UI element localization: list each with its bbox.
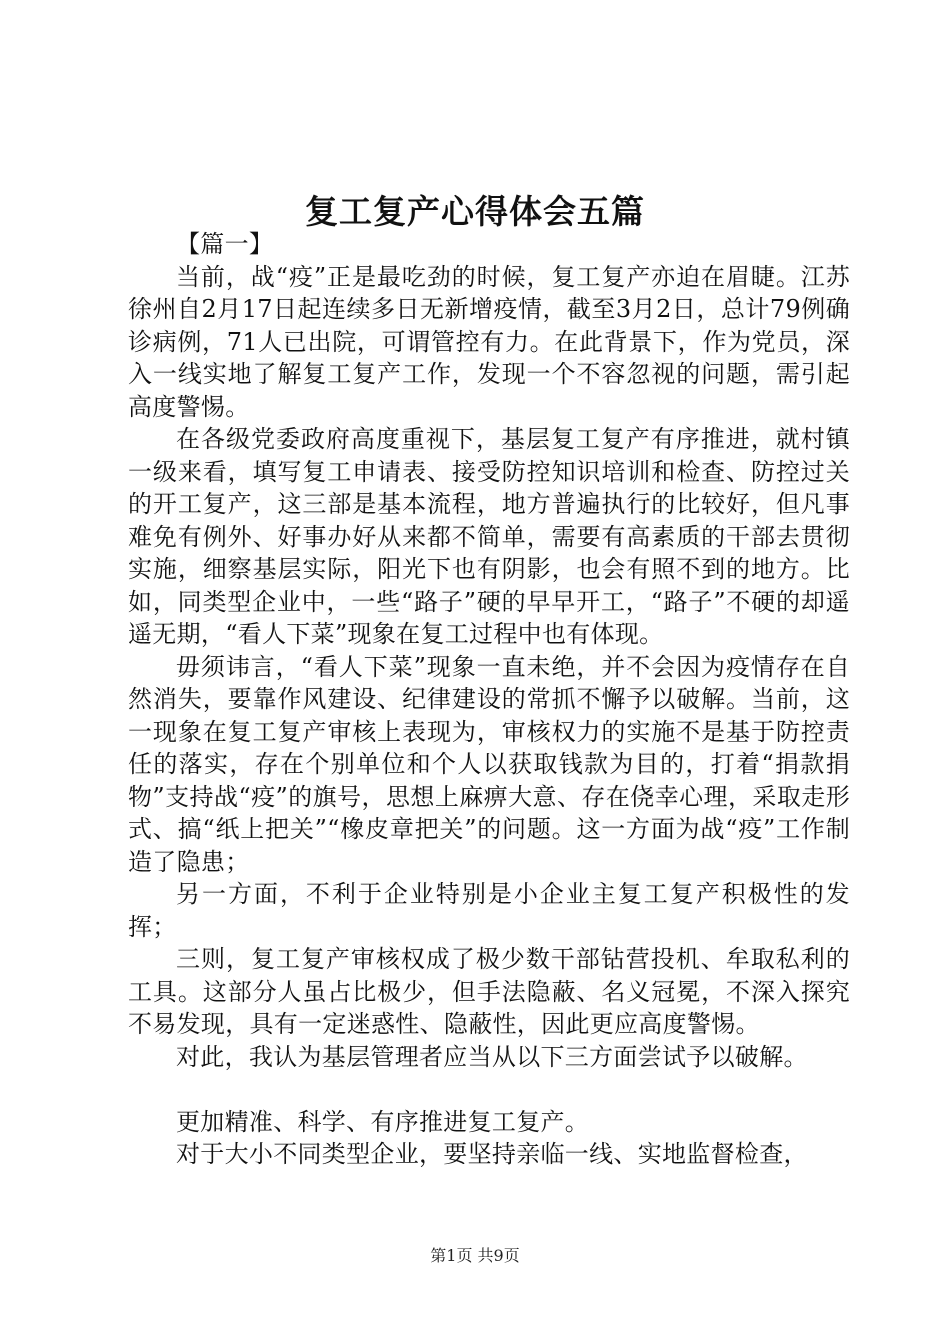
paragraph: 更加精准、科学、有序推进复工复产。: [176, 1107, 590, 1136]
blank-line: [128, 1073, 850, 1106]
paragraph: 毋须讳言，“看人下菜”现象一直未绝，并不会因为疫情存在自然消失，要靠作风建设、纪律建设的常抓不懈予以破解。当前，这一现象在复工复产审核上表现为，审核权力的实施不是基于防控责任的落实，存在个别单位和个人以获取钱款为目的，打着“捐款捐物”支持战“疫”的旗号，思想上麻痹大意、存在侥幸心理，采取走形式、搞“纸上把关”“橡皮章把关”的问题。这一方面为战“疫”工作制造了隐患；: [128, 652, 850, 876]
document-title: 复工复产心得体会五篇: [305, 192, 645, 231]
paragraph: 对于大小不同类型企业，要坚持亲临一线、实地监督检查，: [176, 1140, 808, 1168]
document-body: [128, 228, 850, 1171]
paragraph: 在各级党委政府高度重视下，基层复工复产有序推进，就村镇一级来看，填写复工申请表、接受防控知识培训和检查、防控过关的开工复产，这三部是基本流程，地方普遍执行的比较好，但凡事难免有例外、好事办好从来都不简单，需要有高素质的干部去贯彻实施，细察基层实际，阳光下也有阴影，也会有照不到的地方。比如，同类型企业中，一些“路子”硬的早早开工，“路子”不硬的却遥遥无期，“看人下菜”现象在复工过程中也有体现。: [128, 425, 850, 648]
paragraph: 对此，我认为基层管理者应当从以下三方面尝试予以破解。: [176, 1042, 808, 1071]
paragraph: 三则，复工复产审核权成了极少数干部钻营投机、牟取私利的工具。这部分人虽占比极少，但手法隐蔽、名义冠冕，不深入探究不易发现，具有一定迷惑性、隐蔽性，因此更应高度警惕。: [128, 945, 850, 1038]
section-label: 【篇一】: [176, 230, 274, 258]
page-footer: 第1页 共9页: [430, 1246, 520, 1265]
paragraph: 另一方面，不利于企业特别是小企业主复工复产积极性的发挥；: [128, 880, 850, 941]
paragraph: 当前，战“疫”正是最吃劲的时候，复工复产亦迫在眉睫。江苏徐州自2月17日起连续多日无新增疫情，截至3月2日，总计79例确诊病例，71人已出院，可谓管控有力。在此背景下，作为党员，深入一线实地了解复工复产工作，发现一个不容忽视的问题，需引起高度警惕。: [128, 262, 850, 421]
